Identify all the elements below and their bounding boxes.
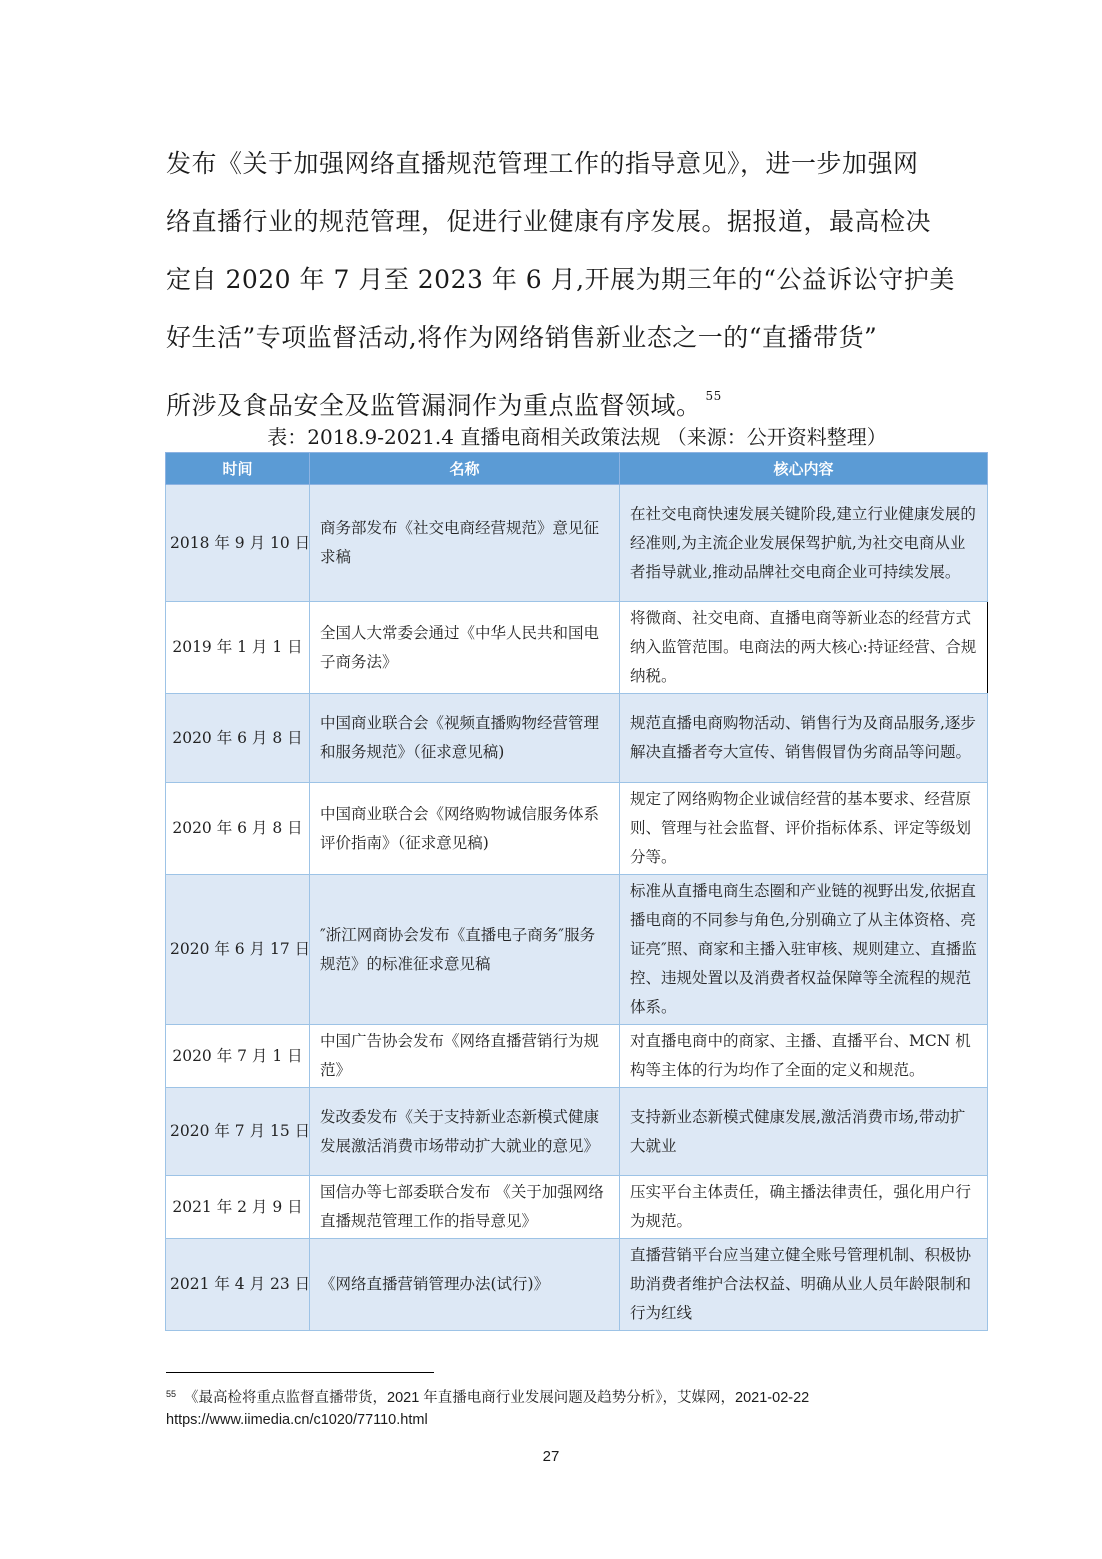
cell-name: 商务部发布《社交电商经营规范》意见征求稿 [310,485,620,602]
cell-content: 标准从直播电商生态圈和产业链的视野出发,依据直播电商的不同参与角色,分别确立了从主体资格、亮证亮″照、商家和主播入驻审核、规则建立、直播监控、违规处置以及消费者权益保障等全流程的规范体系。 [620,875,988,1025]
column-header-time: 时间 [166,453,310,485]
footnote-text: 《最高检将重点监督直播带货，2021 年直播电商行业发展问题及趋势分析》，艾媒网，2021-02-22 [184,1390,810,1406]
body-line-text: 所涉及食品安全及监管漏洞作为重点监督领域。 [166,391,702,420]
cell-content: 规范直播电商购物活动、销售行为及商品服务,逐步解决直播者夸大宣传、销售假冒伪劣商品等问题。 [620,694,988,783]
cell-date: 2020 年 7 月 15 日 [166,1088,310,1176]
body-paragraph [166,135,955,425]
footnote [166,1383,946,1431]
cell-name: 全国人大常委会通过《中华人民共和国电子商务法》 [310,602,620,694]
cell-date: 2019 年 1 月 1 日 [166,602,310,694]
cell-content: 直播营销平台应当建立健全账号管理机制、积极协助消费者维护合法权益、明确从业人员年龄限制和行为红线 [620,1239,988,1331]
table-row [166,602,988,694]
footnote-reference[interactable]: 55 [705,389,722,403]
table-row [166,485,988,602]
cell-date: 2020 年 7 月 1 日 [166,1025,310,1088]
cell-content: 将微商、社交电商、直播电商等新业态的经营方式纳入监管范围。电商法的两大核心:持证经营、合规纳税。 [620,602,988,694]
table-row [166,694,988,783]
policy-table [165,452,988,1331]
table-header-row [166,453,988,485]
body-line: 好生活”专项监督活动,将作为网络销售新业态之一的“直播带货” [166,323,878,352]
footnote-line [166,1383,946,1409]
table-row [166,1176,988,1239]
footnote-number: 55 [166,1389,177,1399]
cell-name: 中国广告协会发布《网络直播营销行为规范》 [310,1025,620,1088]
cell-name: 中国商业联合会《网络购物诚信服务体系评价指南》（征求意见稿) [310,783,620,875]
cell-date: 2020 年 6 月 17 日 [166,875,310,1025]
column-header-content: 核心内容 [620,453,988,485]
cell-name: 《网络直播营销管理办法(试行)》 [310,1239,620,1331]
cell-date: 2021 年 2 月 9 日 [166,1176,310,1239]
cell-content: 对直播电商中的商家、主播、直播平台、MCN 机构等主体的行为均作了全面的定义和规范。 [620,1025,988,1088]
cell-date: 2021 年 4 月 23 日 [166,1239,310,1331]
body-line: 定自 2020 年 7 月至 2023 年 6 月,开展为期三年的“公益诉讼守护美 [166,265,955,294]
table-row [166,783,988,875]
table-row [166,1025,988,1088]
cell-content: 在社交电商快速发展关键阶段,建立行业健康发展的经准则,为主流企业发展保驾护航,为社交电商从业者指导就业,推动品牌社交电商企业可持续发展。 [620,485,988,602]
body-line: 发布《关于加强网络直播规范管理工作的指导意见》，进一步加强网 [166,149,919,178]
table-row [166,1239,988,1331]
body-line: 络直播行业的规范管理，促进行业健康有序发展。据报道，最高检决 [166,207,932,236]
table-row [166,1088,988,1176]
cell-date: 2018 年 9 月 10 日 [166,485,310,602]
table-caption: 表：2018.9-2021.4 直播电商相关政策法规 （来源：公开资料整理） [267,425,887,449]
cell-content: 压实平台主体责任，确主播法律责任，强化用户行为规范。 [620,1176,988,1239]
table-row [166,875,988,1025]
cell-date: 2020 年 6 月 8 日 [166,783,310,875]
column-header-name: 名称 [310,453,620,485]
page-number: 27 [542,1448,560,1465]
cell-name: ″浙江网商协会发布《直播电子商务″服务规范》的标准征求意见稿 [310,875,620,1025]
cell-name: 国信办等七部委联合发布 《关于加强网络直播规范管理工作的指导意见》 [310,1176,620,1239]
cell-name: 中国商业联合会《视频直播购物经营管理和服务规范》（征求意见稿) [310,694,620,783]
footnote-url[interactable]: https://www.iimedia.cn/c1020/77110.html [166,1412,428,1428]
cell-name: 发改委发布《关于支持新业态新模式健康发展激活消费市场带动扩大就业的意见》 [310,1088,620,1176]
body-line-last [166,367,946,425]
cell-date: 2020 年 6 月 8 日 [166,694,310,783]
footnote-separator [166,1372,434,1373]
cell-content: 支持新业态新模式健康发展,激活消费市场,带动扩大就业 [620,1088,988,1176]
cell-content: 规定了网络购物企业诚信经营的基本要求、经营原则、管理与社会监督、评价指标体系、评定等级划分等。 [620,783,988,875]
